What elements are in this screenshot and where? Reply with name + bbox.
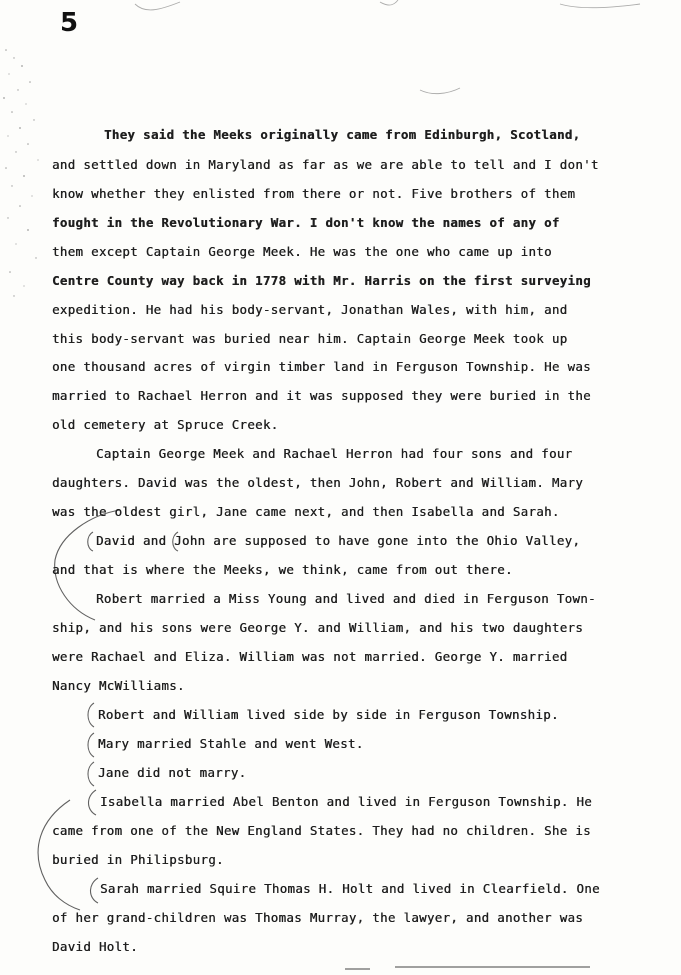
text-line: Centre County way back in 1778 with Mr. Harris on the first surveying: [52, 273, 591, 288]
text-line: Robert and William lived side by side in Ferguson Township.: [98, 707, 559, 722]
text-line: David and John are supposed to have gone into the Ohio Valley,: [96, 533, 581, 548]
text-line: Isabella married Abel Benton and lived in Ferguson Township. He: [100, 794, 593, 809]
text-line: Robert married a Miss Young and lived and died in Ferguson Town-: [96, 591, 596, 606]
text-line: were Rachael and Eliza. William was not married. George Y. married: [52, 649, 568, 664]
text-line: old cemetery at Spruce Creek.: [52, 417, 279, 432]
text-line: Captain George Meek and Rachael Herron had four sons and four: [96, 446, 573, 461]
text-line: them except Captain George Meek. He was the one who came up into: [52, 244, 552, 259]
page-number: 5: [60, 8, 79, 38]
text-line: Sarah married Squire Thomas H. Holt and lived in Clearfield. One: [100, 881, 600, 896]
text-line: came from one of the New England States. They had no children. She is: [52, 823, 591, 838]
text-line: Mary married Stahle and went West.: [98, 736, 364, 751]
text-line: of her grand-children was Thomas Murray, the lawyer, and another was: [52, 910, 584, 925]
text-line: was the oldest girl, Jane came next, and then Isabella and Sarah.: [52, 504, 560, 519]
text-line: and that is where the Meeks, we think, came from out there.: [52, 562, 513, 577]
text-line: buried in Philipsburg.: [52, 852, 224, 867]
text-line: They said the Meeks originally came from Edinburgh, Scotland,: [104, 127, 581, 142]
text-line: fought in the Revolutionary War. I don't know the names of any of: [52, 215, 560, 230]
text-line: know whether they enlisted from there or not. Five brothers of them: [52, 186, 576, 201]
text-line: David Holt.: [52, 939, 138, 954]
text-line: Jane did not marry.: [98, 765, 247, 780]
text-line: one thousand acres of virgin timber land in Ferguson Township. He was: [52, 359, 591, 374]
text-line: daughters. David was the oldest, then John, Robert and William. Mary: [52, 475, 584, 490]
text-line: ship, and his sons were George Y. and William, and his two daughters: [52, 620, 584, 635]
text-line: Nancy McWilliams.: [52, 678, 185, 693]
text-line: married to Rachael Herron and it was supposed they were buried in the: [52, 388, 591, 403]
text-line: this body-servant was buried near him. Captain George Meek took up: [52, 331, 568, 346]
margin-speckle: [0, 40, 48, 300]
text-line: and settled down in Maryland as far as we are able to tell and I don't: [52, 157, 599, 172]
text-line: expedition. He had his body-servant, Jonathan Wales, with him, and: [52, 302, 568, 317]
